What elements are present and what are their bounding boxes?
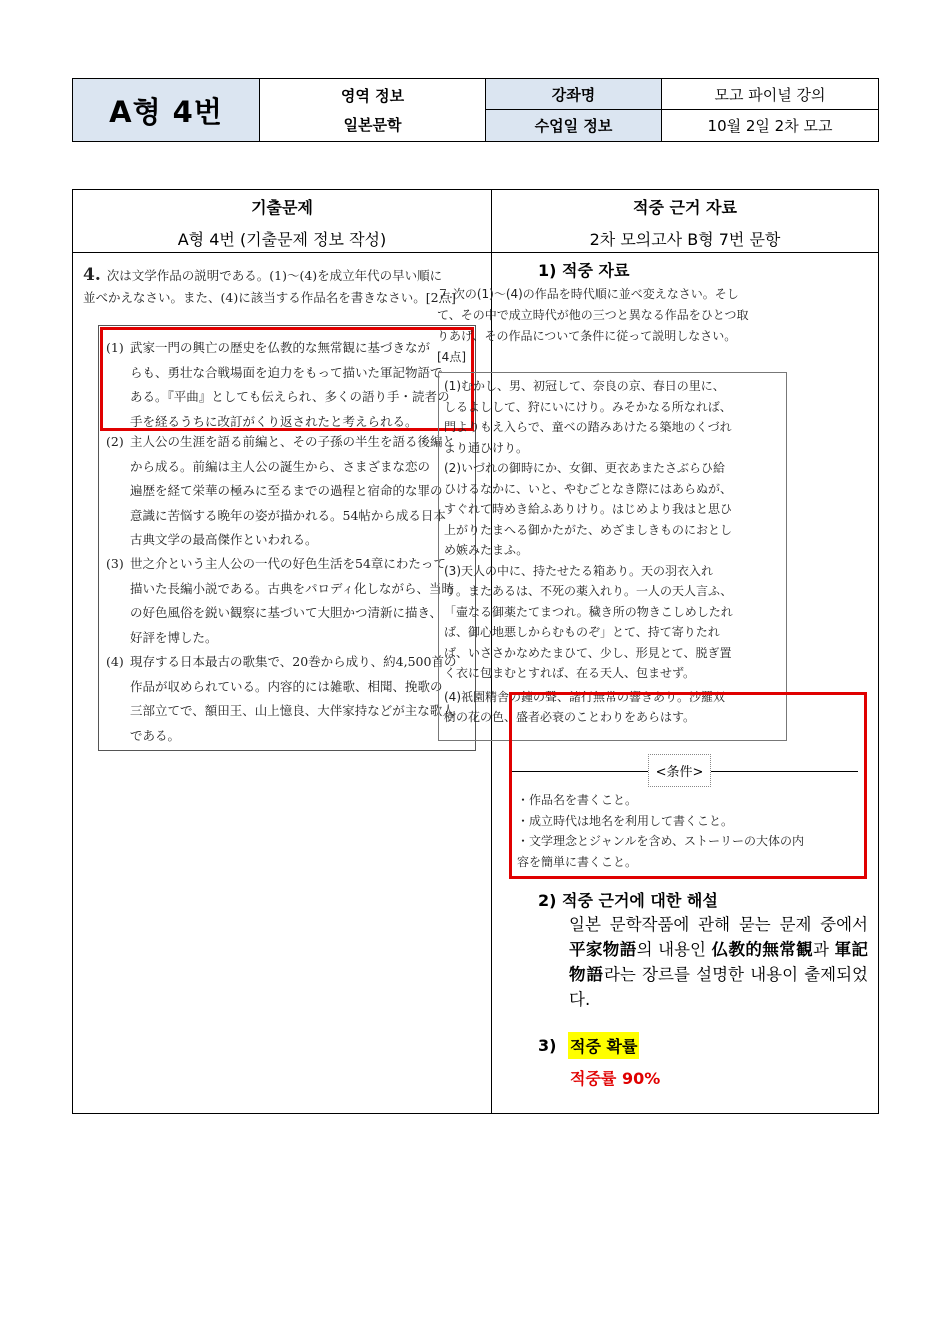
passage-line: (1)むかし、男、初冠して、奈良の京、春日の里に、 — [444, 379, 725, 393]
mock-question-line: りあげ、その作品について条件に従って説明しなさい。 — [437, 329, 737, 343]
passage-line: ば、いささかなめたまひて、少し、形見とて、脱ぎ置 — [444, 645, 732, 660]
choice-line: である。 — [130, 727, 181, 743]
choice-label: (3) — [106, 556, 124, 571]
conditions-title: <条件> — [648, 754, 711, 787]
course-label: 강좌명 — [486, 79, 662, 110]
left-column-header — [73, 194, 491, 250]
mock-question-line: ７.次の(1)～(4)の作品を時代順に並べ変えなさい。そし — [437, 287, 739, 301]
mock-question-line: て、その中で成立時代が他の三つと異なる作品をひとつ取 — [437, 308, 749, 322]
section-3-number: 3) — [538, 1036, 557, 1055]
explain-term: 軍記物語 — [569, 940, 869, 984]
section-3-title: 적중 확률 — [568, 1032, 639, 1059]
passage-line: 門よりもえ入らで、童べの踏みあけたる築地のくづれ — [444, 420, 732, 434]
problem-title: A형 4번 — [73, 79, 260, 141]
highlight-box-passage-4 — [509, 692, 867, 879]
question-line-1: 次は文学作品の説明である。(1)～(4)を成立年代の早い順に — [106, 268, 443, 283]
passage-line: すぐれて時めき給ふありけり。はじめより我はと思ひ — [444, 502, 733, 516]
date-label: 수업일 정보 — [486, 110, 662, 141]
highlight-box-choice-1 — [100, 327, 474, 431]
section-1-title: 1) 적중 자료 — [538, 261, 630, 280]
choice-item — [106, 552, 468, 650]
mock-question-line: [4点] — [437, 350, 466, 364]
condition-item: ・文学理念とジャンルを含め、ストーリーの大体の内 — [517, 834, 804, 848]
passage-line: め嫉みたまふ。 — [444, 543, 529, 557]
choice-item — [106, 430, 468, 553]
area-cell — [260, 79, 486, 141]
header-divider — [73, 252, 878, 253]
choice-line: 作品が収められている。内容的には雑歌、相聞、挽歌の — [130, 678, 443, 694]
passage-line: ば、御心地悪しからむものぞ」とて、持て寄りたれ — [444, 625, 720, 639]
choice-line: 描いた長編小説である。古典をパロディ化しながら、当時 — [130, 580, 455, 596]
passage-line: ひけるなかに、いと、やむごとなき際にはあらぬが、 — [444, 481, 733, 496]
passage-line: く衣に包まむとすれば、在る天人、包ませず。 — [444, 666, 696, 680]
choice-line: 武家一門の興亡の歴史を仏教的な無常観に基づきなが — [130, 340, 431, 355]
choice-line: 世之介という主人公の一代の好色生活を54章にわたって — [130, 556, 446, 571]
condition-item: ・成立時代は地名を利用して書くこと。 — [517, 813, 734, 828]
choice-label: (1) — [106, 340, 124, 355]
choice-line: 好評を博した。 — [130, 629, 218, 645]
left-head-subtitle: A형 4번 (기출문제 정보 작성) — [177, 229, 387, 249]
explain-part: 의 내용인 — [636, 940, 712, 959]
info-header-table — [72, 78, 879, 142]
passage-line: 樹の花の色、盛者必衰のことわりをあらはす。 — [444, 710, 696, 724]
right-column-header — [492, 194, 878, 250]
past-exam-question — [83, 264, 483, 309]
choice-label: (4) — [106, 654, 124, 669]
choice-label: (2) — [106, 434, 124, 449]
passages-box — [438, 372, 787, 741]
passage-line: より通ひけり。 — [444, 440, 529, 455]
choice-line: 現存する日本最古の歌集で、20巻から成り、約4,500首の — [130, 654, 457, 669]
mock-question — [437, 284, 797, 368]
explain-part: 과 — [813, 940, 835, 959]
explain-term: 平家物語 — [569, 940, 637, 959]
passage-line: しるよしして、狩にいにけり。みそかなる所なれば、 — [444, 399, 732, 414]
passage-line: り。またあるは、不死の薬入れり。一人の天人言ふ、 — [444, 584, 733, 598]
condition-item: 容を簡単に書くこと。 — [517, 854, 638, 869]
choice-line: 意識に苦悩する晩年の姿が描かれる。54帖から成る日本 — [130, 507, 446, 523]
passage-line: (4)祇園精舎の鐘の聲、諸行無常の響きあり。沙羅双 — [444, 689, 726, 704]
choice-line: の好色風俗を鋭い観察に基づいて大胆かつ清新に描き、 — [130, 605, 443, 620]
area-label: 영역 정보 — [340, 87, 405, 105]
left-head-title: 기출문제 — [251, 197, 313, 217]
choice-line: 主人公の生涯を語る前編と、その子孫の半生を語る後編と — [130, 434, 456, 449]
passage-line: (3)天人の中に、持たせたる箱あり。天の羽衣入れ — [444, 563, 713, 578]
explain-part: 일본 문학작품에 관해 묻는 문제 중에서 — [569, 915, 868, 934]
question-number: 4. — [83, 265, 101, 285]
choice-line: ある。『平曲』としても伝えられ、多くの語り手・読者の — [130, 389, 450, 404]
passage-line: 上がりたまへる御かたがた、めざましきものにおとし — [444, 522, 733, 537]
area-value: 일본문학 — [343, 116, 402, 134]
course-value: 모고 파이널 강의 — [662, 79, 878, 110]
section-2-title: 2) 적중 근거에 대한 해설 — [538, 891, 718, 910]
question-line-2: 並べかえなさい。また、(4)に該当する作品名を書きなさい。[2点] — [83, 290, 456, 305]
passage-line: 「壷なる御薬たてまつれ。穢き所の物きこしめしたれ — [444, 604, 733, 619]
condition-item: ・作品名を書くこと。 — [517, 793, 638, 807]
choice-line: 遍歴を経て栄華の極みに至るまでの過程と宿命的な罪の — [130, 483, 443, 498]
choice-line: 三部立てで、額田王、山上憶良、大伴家持などが主な歌人 — [130, 703, 455, 718]
date-value: 10월 2일 2차 모고 — [707, 117, 833, 135]
choice-line: から成る。前編は主人公の誕生から、さまざまな恋の — [130, 458, 431, 474]
choice-item — [106, 650, 468, 748]
choice-line: らも、勇壮な合戦場面を迫力をもって描いた軍記物語で — [130, 364, 443, 380]
explain-part: 라는 장르를 설명한 내용이 출제되었다. — [569, 965, 868, 1009]
right-head-subtitle: 2차 모의고사 B형 7번 문항 — [589, 229, 781, 249]
hit-rate: 적중률 90% — [570, 1069, 661, 1088]
passage-line: (2)いづれの御時にか、女御、更衣あまたさぶらひ給 — [444, 461, 726, 475]
explain-term: 仏教的無常観 — [711, 940, 814, 959]
right-head-title: 적중 근거 자료 — [633, 197, 737, 217]
choice-line: 手を経るうちに改訂がくり返されたと考えられる。 — [130, 413, 418, 429]
choice-line: 古典文学の最高傑作といわれる。 — [130, 532, 318, 547]
explanation-text — [569, 912, 868, 1012]
